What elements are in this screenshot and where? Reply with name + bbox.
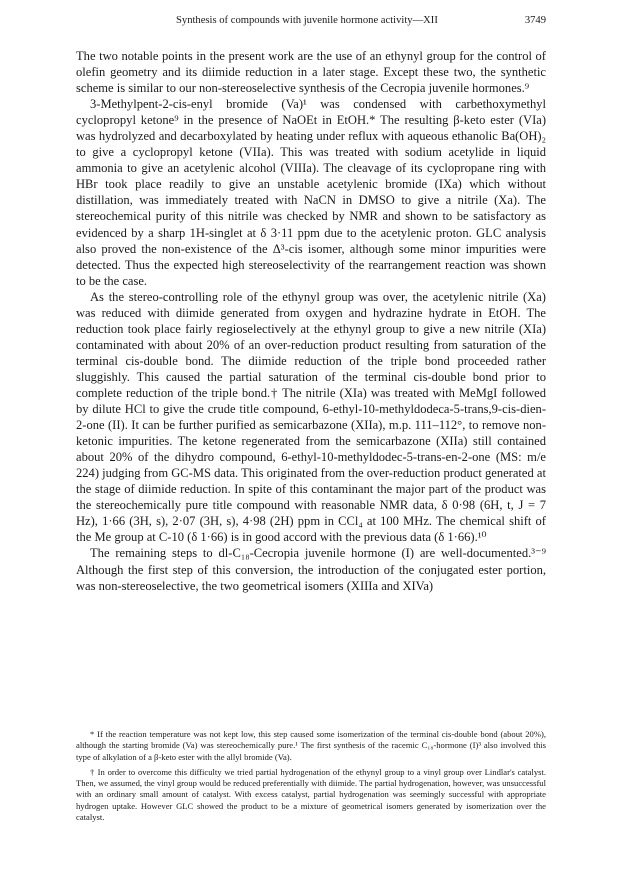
footnote-asterisk: * If the reaction temperature was not kept low, this step caused some isomerization of the terminal cis-double bond (about 20%), although the starting bromide (Va) was stereochemically pure.¹ The first synthesis of the racemic C₁₈-hormone (I)³ also involved this type of alkylation of a β-keto ester with the allyl bromide (Va). [76,729,546,762]
footnotes [76,729,546,827]
page-number: 3749 [524,15,546,26]
paragraph-2: 3-Methylpent-2-cis-enyl bromide (Va)¹ was condensed with carbethoxymethyl cyclopropyl ketone⁹ in the presence of NaOEt in EtOH.* The resulting β-keto ester (VIa) was hydrolyzed and decarboxylated by heating under reflux with aqueous ethanolic Ba(OH)₂ to give a cyclopropyl ketone (VIIa). This was treated with sodium acetylide in liquid ammonia to give an acetylenic alcohol (VIIIa). The cleavage of its cyclopropane ring with HBr took place readily to give an unstable acetylenic bromide (IXa) which without distillation, was immediately treated with NaCN in DMSO to give a nitrile (Xa). The stereochemical purity of this nitrile was checked by NMR and shown to be satisfactory as evidenced by a sharp 1H-singlet at δ 3·11 ppm due to the acetylenic proton. GLC analysis also proved the non-existence of the Δ³-cis isomer, although some minor impurities were detected. Thus the expected high stereoselectivity of the rearrangement reaction was shown to be the case. [76,97,546,288]
footnote-dagger: † In order to overcome this difficulty we tried partial hydrogenation of the ethynyl group to a vinyl group over Lindlar's catalyst. Then, we assumed, the vinyl group would be reduced preferentially with diimide. The partial hydrogenation, however, was unsuccessful with an ordinary small amount of catalyst. With excess catalyst, partial hydrogenation was seemingly successful with appropriate hydrogen uptake. However GLC showed the product to be a mixture of geometrical isomers generated by isomerization over the catalyst. [76,766,546,823]
running-title: Synthesis of compounds with juvenile hormone activity—XII [176,15,438,26]
paragraph-4: The remaining steps to dl-C₁₈-Cecropia juvenile hormone (I) are well-documented.³⁻⁹ Although the first step of this conversion, the introduction of the conjugated ester portion, was non-stereoselective, the two geometrical isomers (XIIIa and XIVa) [76,546,546,593]
main-text [76,48,546,594]
paragraph-3: As the stereo-controlling role of the ethynyl group was over, the acetylenic nitrile (Xa) was reduced with diimide generated from oxygen and hydrazine hydrate in EtOH. The reduction took place fairly regioselectively at the ethynyl group to give a new nitrile (XIa) contaminated with about 20% of an over-reduction product resulting from saturation of the terminal cis-double bond. The diimide reduction of the triple bond proceeded rather sluggishly. This caused the partial saturation of the terminal cis-double bond prior to complete reduction of the triple bond.† The nitrile (XIa) was treated with MeMgI followed by dilute HCl to give the crude title compound, 6-ethyl-10-methyldodeca-5-trans,9-cis-dien-2-one (II). It can be further purified as semicarbazone (XIIa), m.p. 111–112°, to remove non-ketonic impurities. The ketone regenerated from the semicarbazone (XIIa) still contained about 20% of the dihydro compound, 6-ethyl-10-methyldodec-5-trans-en-2-one (MS: m/e 224) judging from GC-MS data. This originated from the over-reduction product generated at the stage of diimide reduction. In spite of this contaminant the major part of the product was the stereochemically pure title compound with reasonable NMR data, δ 0·98 (6H, t, J = 7 Hz), 1·66 (3H, s), 2·07 (3H, s), 4·98 (2H) ppm in CCl₄ at 100 MHz. The chemical shift of the Me group at C-10 (δ 1·66) is in good accord with the previous data (δ 1·66).¹⁰ [76,289,546,545]
paragraph-1: The two notable points in the present work are the use of an ethynyl group for the control of olefin geometry and its diimide reduction in a later stage. Except these two, the synthetic scheme is similar to our non-stereoselective synthesis of the Cecropia juvenile hormones.⁹ [76,49,546,96]
running-header [76,13,546,29]
